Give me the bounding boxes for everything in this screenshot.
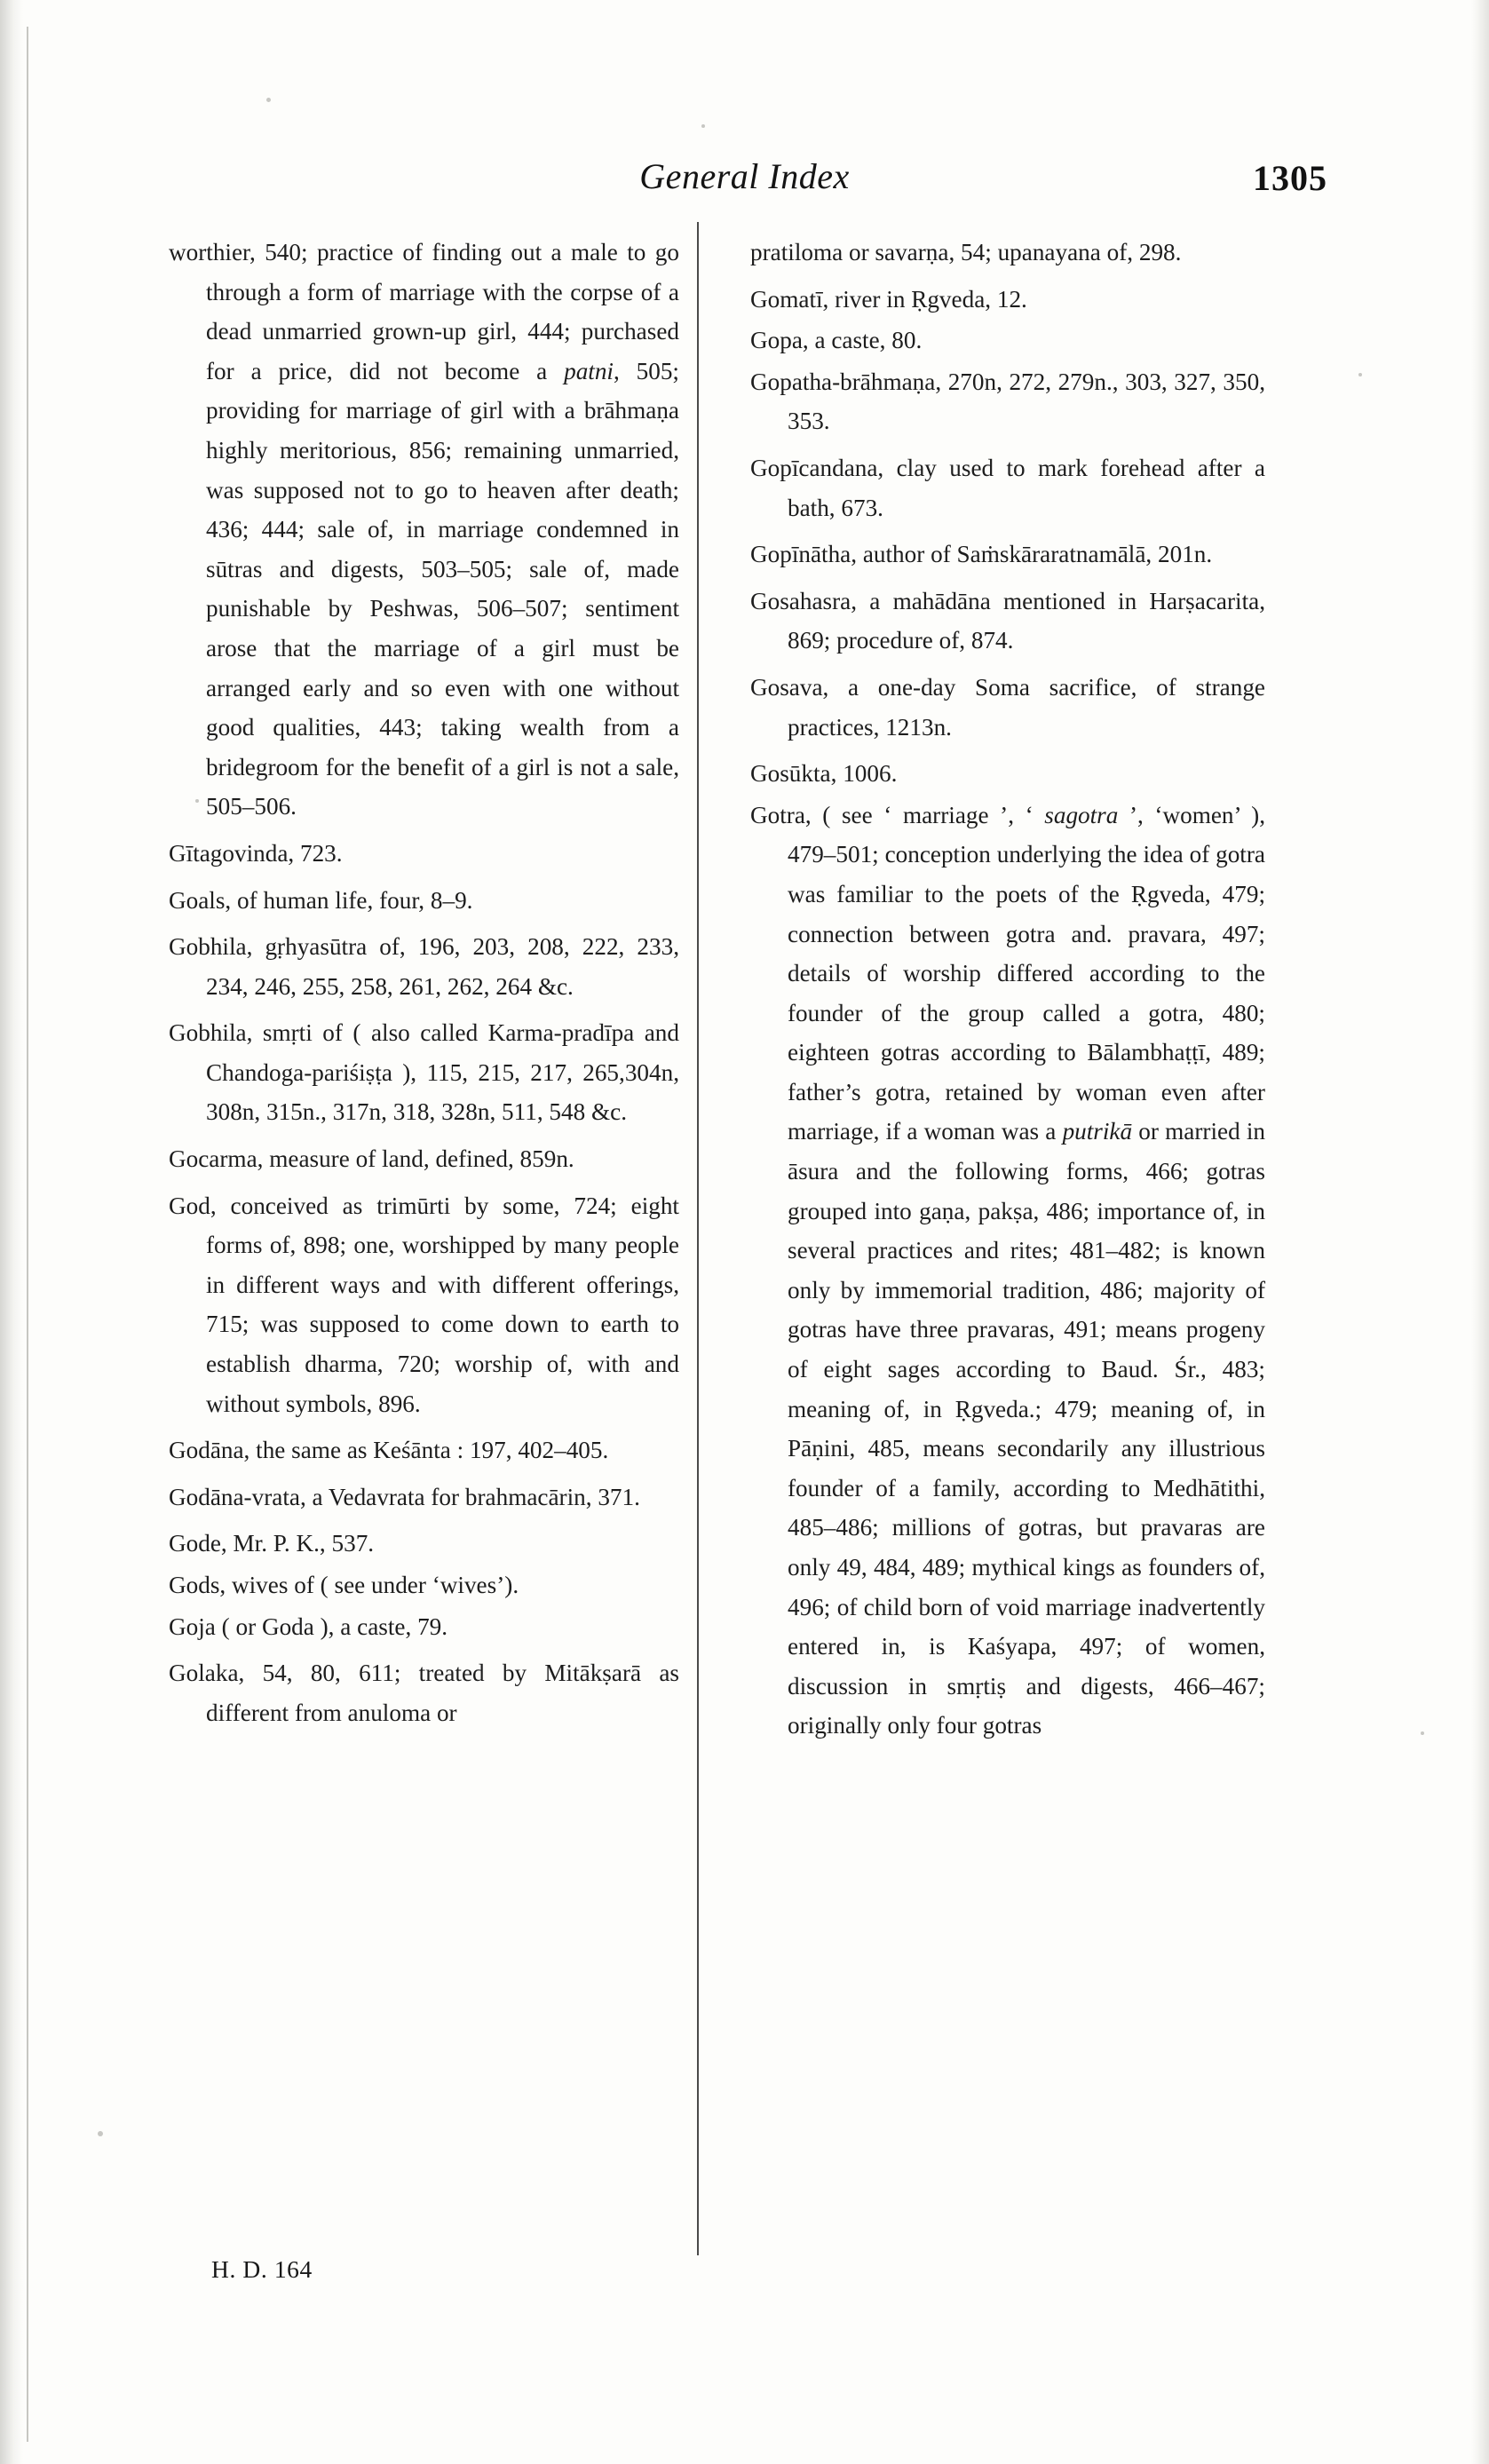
index-entry: Godāna-vrata, a Vedavrata for brahmacārin, 371.	[169, 1483, 640, 1510]
index-entry: Gomatī, river in Ṛgveda, 12.	[750, 285, 1027, 313]
scan-speck	[266, 98, 271, 102]
index-entry: Gosahasra, a mahādāna mentioned in Harṣacarita, 869; procedure of, 874.	[750, 587, 1265, 654]
scan-speck	[98, 2131, 103, 2136]
index-entry: Gosava, a one-day Soma sacrifice, of strange practices, 1213n.	[750, 673, 1265, 741]
page-signature: H. D. 164	[211, 2255, 313, 2283]
index-entry: Godāna, the same as Keśānta : 197, 402–405.	[169, 1437, 609, 1464]
index-entry: Gītagovinda, 723.	[169, 839, 343, 867]
index-entry: Gopīnātha, author of Saṁskāraratnamālā, 201n.	[750, 541, 1213, 568]
index-entry: Gopa, a caste, 80.	[750, 327, 923, 354]
index-entry: Gobhila, smṛti of ( also called Karma-pradīpa and Chandoga-pariśiṣṭa ), 115, 215, 217, 265,304n, 308n, 315n., 317n, 318, 328n, 511, 548 &c.	[169, 1019, 679, 1126]
index-entry: Gopatha-brāhmaṇa, 270n, 272, 279n., 303, 327, 350, 353.	[750, 368, 1265, 435]
column-divider	[697, 222, 699, 2255]
index-entry: Gotra, ( see ‘ marriage ’, ‘ sagotra ’, ‘women’ ), 479–501; conception underlying the idea of gotra was familiar to the poets of the Ṛgveda, 479; connection between gotra and. pravara, 497; details of worship differed according to the founder of the group called a gotra, 480; eighteen gotras according to Bālambhaṭṭī, 489; father’s gotra, retained by woman even after marriage, if a woman was a putrikā or married in āsura and the following forms, 466; gotras grouped into gaṇa, pakṣa, 486; importance of, in several practices and rites; 481–482; is known only by immemorial tradition, 486; majority of gotras have three pravaras, 491; means progeny of eight sages according to Baud. Śr., 483; meaning of, in Ṛgveda.; 479; meaning of, in Pāṇini, 485, means secondarily any illustrious founder of a family, according to Medhātithi, 485–486; millions of gotras, but pravaras are only 49, 484, 489; mythical kings as founders of, 496; of child born of void marriage inadvertently entered in, is Kaśyapa, 497; of women, discussion in smṛtiṣ and digests, 466–467; originally only four gotras	[750, 801, 1265, 1739]
index-entry: Gosūkta, 1006.	[750, 760, 898, 788]
scan-speck	[195, 799, 199, 803]
index-entry: Gods, wives of ( see under ‘wives’).	[169, 1572, 519, 1598]
index-entry: Goals, of human life, four, 8–9.	[169, 886, 473, 914]
index-entry: Gode, Mr. P. K., 537.	[169, 1530, 375, 1557]
index-entry: Golaka, 54, 80, 611; treated by Mitākṣarā as different from anuloma or	[169, 1660, 679, 1726]
scan-speck	[701, 124, 705, 128]
scan-speck	[1358, 373, 1362, 376]
scan-speck	[1421, 1731, 1424, 1735]
page-number: 1305	[1253, 158, 1327, 198]
index-entry: worthier, 540; practice of finding out a male to go through a form of marriage with the corpse of a dead unmarried grown-up girl, 444; purchased for a price, did not become a patni, 505; providing for marriage of girl with a brāhmaṇa highly meritorious, 856; remaining unmarried, was supposed not to go to heaven after death; 436; 444; sale of, in marriage condemned in sūtras and digests, 503–505; sale of, made punishable by Peshwas, 506–507; sentiment arose that the marriage of a girl must be arranged early and so even with one without good qualities, 443; taking wealth from a bridegroom for the benefit of a girl is not a sale, 505–506.	[169, 239, 679, 820]
page-header	[0, 155, 1489, 218]
index-entry: pratiloma or savarṇa, 54; upanayana of, 298.	[750, 239, 1182, 265]
page-title: General Index	[639, 156, 850, 196]
index-entry: Gobhila, gṛhyasūtra of, 196, 203, 208, 222, 233, 234, 246, 255, 258, 261, 262, 264 &c.	[169, 933, 679, 1000]
index-entry: Gopīcandana, clay used to mark forehead after a bath, 673.	[750, 454, 1265, 521]
index-entry: God, conceived as trimūrti by some, 724; eight forms of, 898; one, worshipped by many people in different ways and with different offerings, 715; was supposed to come down to earth to establish dharma, 720; worship of, with and without symbols, 896.	[169, 1192, 679, 1417]
index-column-right	[750, 233, 1265, 1753]
index-columns	[0, 233, 1489, 2293]
index-entry: Goja ( or Goda ), a caste, 79.	[169, 1612, 448, 1640]
index-column-left	[169, 233, 679, 1739]
index-entry: Gocarma, measure of land, defined, 859n.	[169, 1145, 574, 1173]
